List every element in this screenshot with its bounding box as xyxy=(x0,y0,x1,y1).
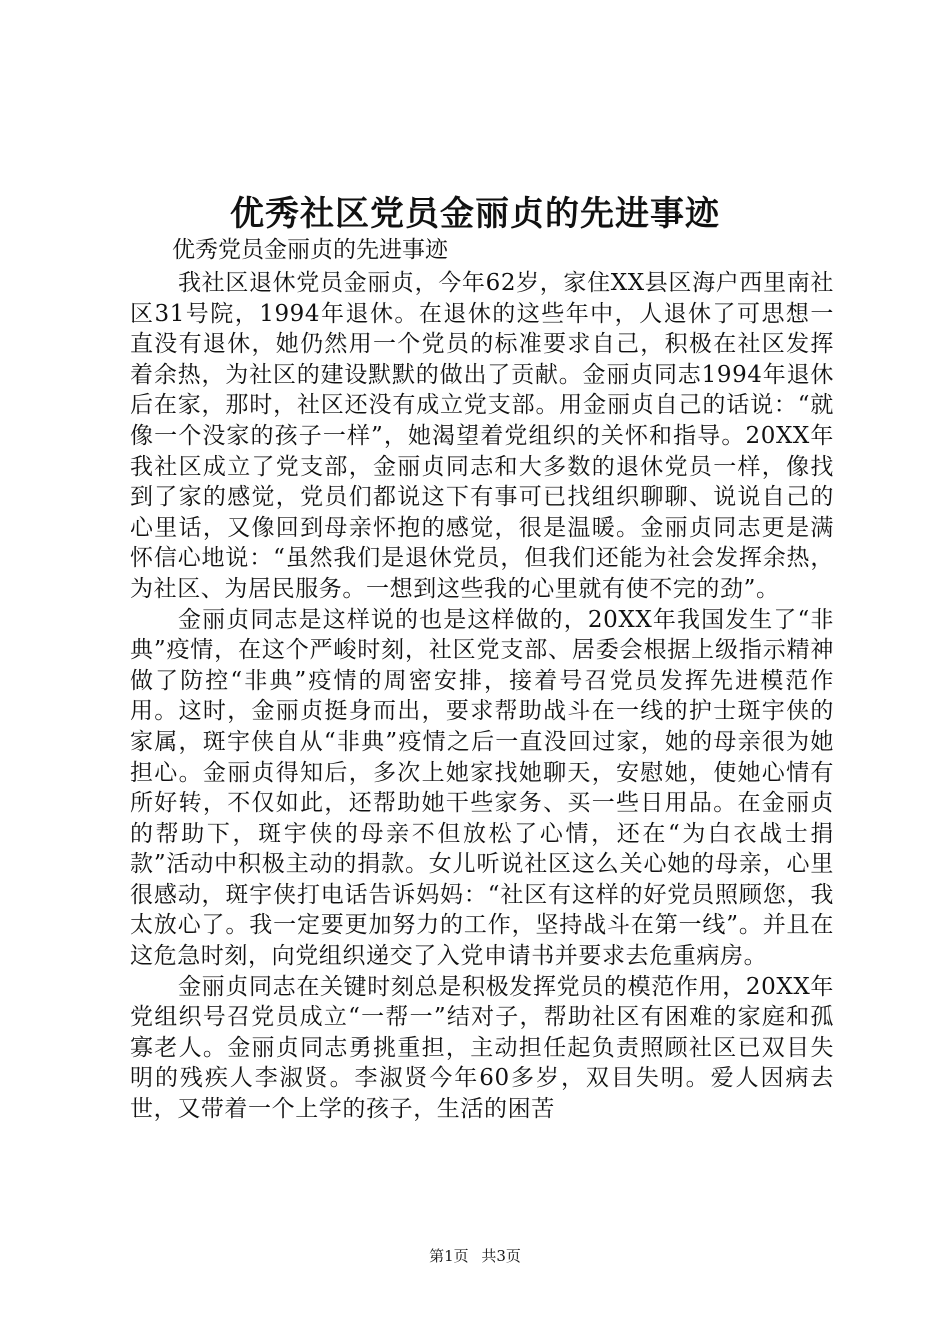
document-subtitle: 优秀党员金丽贞的先进事迹 xyxy=(172,237,448,263)
paragraph-2: 金丽贞同志是这样说的也是这样做的，20XX年我国发生了“非典”疫情，在这个严峻时刻，社区党支部、居委会根据上级指示精神做了防控“非典”疫情的周密安排，接着号召党员发挥先进模范作用。这时，金丽贞挺身而出，要求帮助战斗在一线的护士斑宇侠的家属，斑宇侠自从“非典”疫情之后一直没回过家，她的母亲很为她担心。金丽贞得知后，多次上她家找她聊天，安慰她，使她心情有所好转，不仅如此，还帮助她干些家务、买一些日用品。在金丽贞的帮助下，斑宇侠的母亲不但放松了心情，还在“为白衣战士捐款”活动中积极主动的捐款。女儿听说社区这么关心她的母亲，心里很感动，斑宇侠打电话告诉妈妈：“社区有这样的好党员照顾您，我太放心了。我一定要更加努力的工作，坚持战斗在第一线”。并且在这危急时刻，向党组织递交了入党申请书并要求去危重病房。 xyxy=(130,606,834,970)
paragraph-3: 金丽贞同志在关键时刻总是积极发挥党员的模范作用，20XX年党组织号召党员成立“一帮一”结对子，帮助社区有困难的家庭和孤寡老人。金丽贞同志勇挑重担，主动担任起负责照顾社区已双目失明的残疾人李淑贤。李淑贤今年60多岁，双目失明。爱人因病去世，又带着一个上学的孩子，生活的困苦 xyxy=(130,973,834,1123)
document-body xyxy=(130,268,834,1125)
document-title: 优秀社区党员金丽贞的先进事迹 xyxy=(230,194,720,234)
page-total: 共3页 xyxy=(481,1247,521,1265)
page-number: 第1页 xyxy=(429,1247,469,1265)
paragraph-1: 我社区退休党员金丽贞，今年62岁，家住XX县区海户西里南社区31号院，1994年退休。在退休的这些年中，人退休了可思想一直没有退休，她仍然用一个党员的标准要求自己，积极在社区发挥着余热，为社区的建设默默的做出了贡献。金丽贞同志1994年退休后在家，那时，社区还没有成立党支部。用金丽贞自己的话说：“就像一个没家的孩子一样”，她渴望着党组织的关怀和指导。20XX年我社区成立了党支部，金丽贞同志和大多数的退休党员一样，像找到了家的感觉，党员们都说这下有事可已找组织聊聊、说说自己的心里话，又像回到母亲怀抱的感觉，很是温暖。金丽贞同志更是满怀信心地说：“虽然我们是退休党员，但我们还能为社会发挥余热，为社区、为居民服务。一想到这些我的心里就有使不完的劲”。 xyxy=(130,270,834,602)
page-footer xyxy=(0,1245,950,1266)
